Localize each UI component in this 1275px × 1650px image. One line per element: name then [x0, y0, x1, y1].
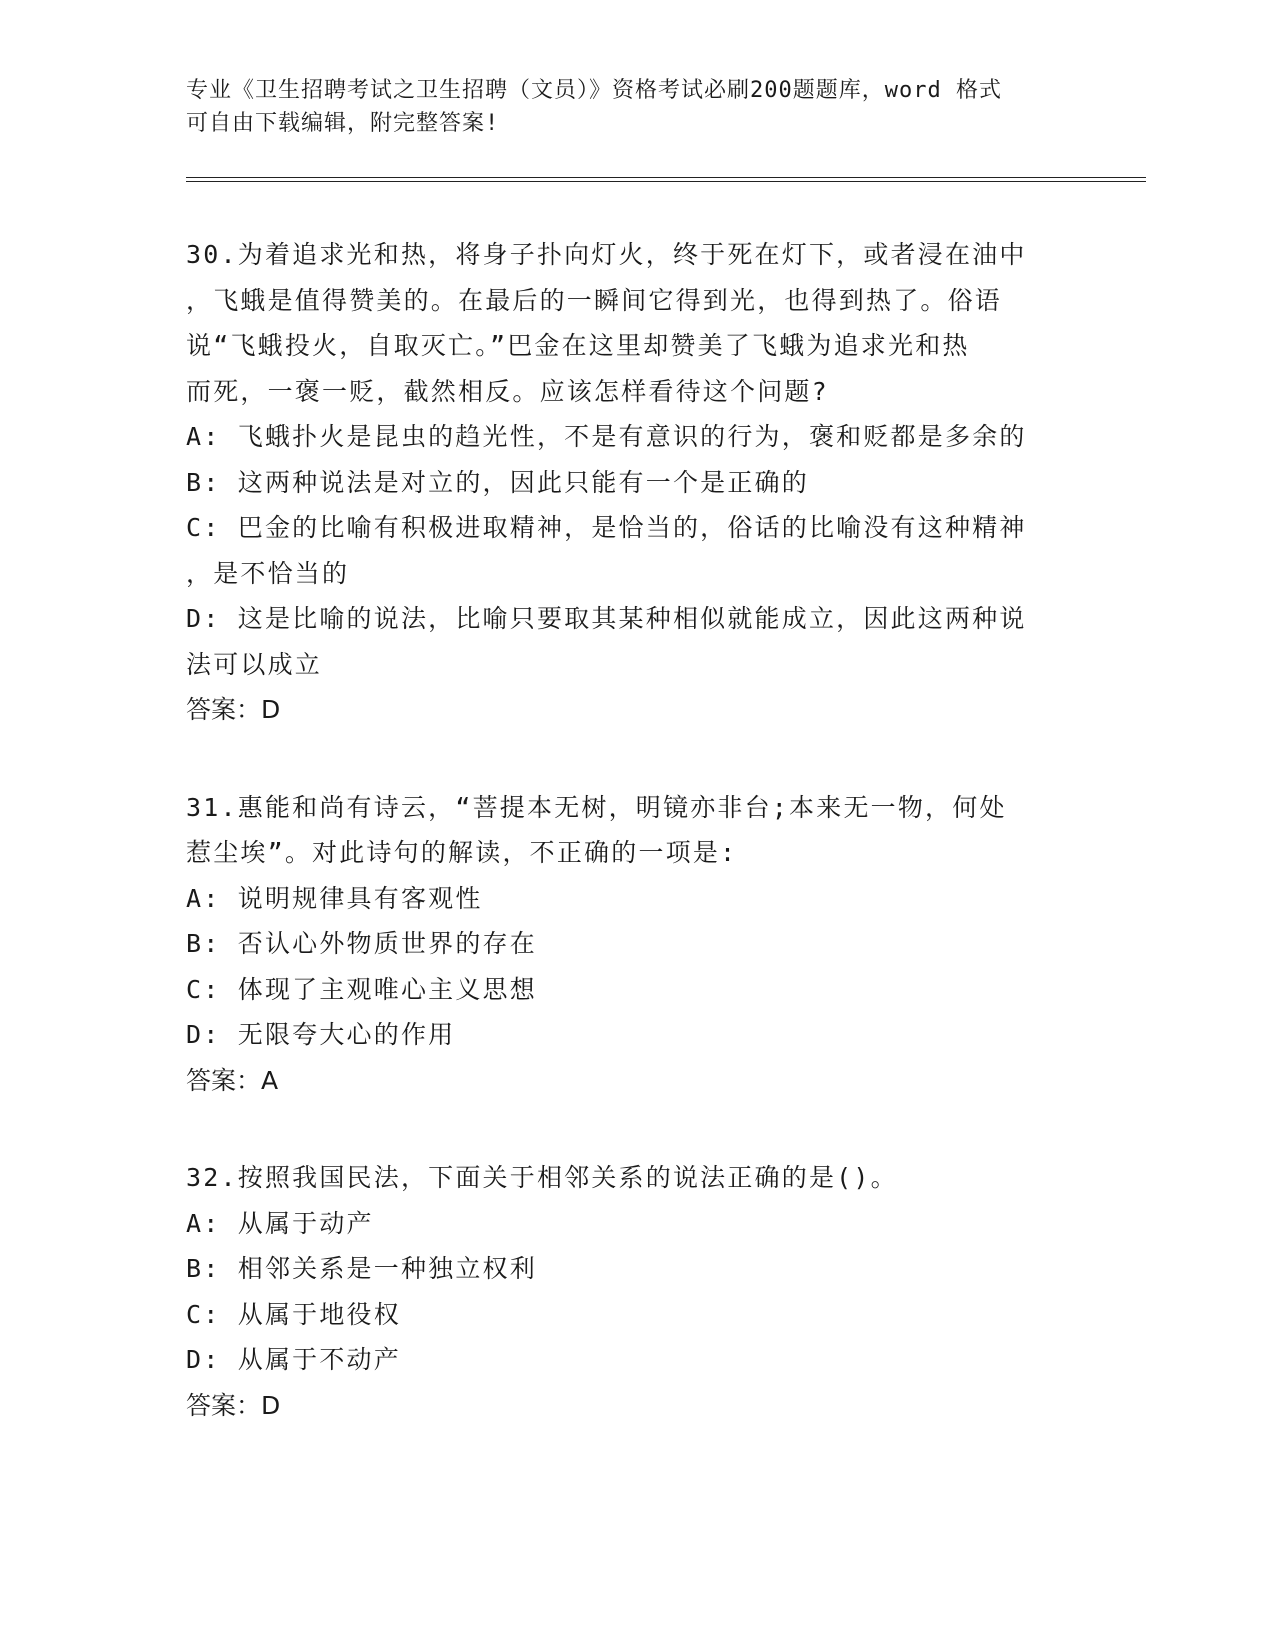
header-line: 可自由下载编辑，附完整答案!: [186, 111, 500, 136]
option-b: B: 相邻关系是一种独立权利: [186, 1254, 537, 1283]
question-stem-line: 说“飞蛾投火，自取灭亡。”巴金在这里却赞美了飞蛾为追求光和热: [186, 331, 970, 360]
option-a: A: 说明规律具有客观性: [186, 883, 483, 913]
question-list: [186, 232, 1076, 1480]
question-stem-line: ，飞蛾是值得赞美的。在最后的一瞬间它得到光，也得到热了。俗语: [186, 285, 1003, 315]
question-stem-line: 惹尘埃”。对此诗句的解读，不正确的一项是:: [186, 838, 738, 867]
page-header: [186, 74, 1066, 140]
question-stem-line: 30.为着追求光和热，将身子扑向灯火，终于死在灯下，或者浸在油中: [186, 240, 1027, 269]
answer-label: 答案：D: [186, 695, 281, 724]
option-d-continued: 法可以成立: [186, 649, 323, 679]
option-d: D: 从属于不动产: [186, 1345, 401, 1374]
option-c-continued: ，是不恰当的: [186, 558, 350, 588]
answer-label: 答案：D: [186, 1390, 281, 1420]
question-31: [186, 785, 1076, 1104]
question-30: [186, 232, 1076, 733]
option-c: C: 体现了主观唯心主义思想: [186, 974, 537, 1004]
question-stem-line: 而死，一褒一贬，截然相反。应该怎样看待这个问题?: [186, 376, 829, 406]
option-c: C: 从属于地役权: [186, 1299, 401, 1329]
question-stem-line: 31.惠能和尚有诗云，“菩提本无树，明镜亦非台;本来无一物，何处: [186, 792, 1007, 822]
option-d: D: 这是比喻的说法，比喻只要取其某种相似就能成立，因此这两种说: [186, 604, 1027, 633]
option-b: B: 这两种说法是对立的，因此只能有一个是正确的: [186, 467, 809, 497]
question-stem-line: 32.按照我国民法，下面关于相邻关系的说法正确的是()。: [186, 1163, 898, 1192]
option-a: A: 飞蛾扑火是昆虫的趋光性，不是有意识的行为，褒和贬都是多余的: [186, 422, 1027, 451]
question-32: [186, 1155, 1076, 1428]
option-a: A: 从属于动产: [186, 1208, 374, 1238]
option-b: B: 否认心外物质世界的存在: [186, 929, 537, 958]
answer-label: 答案：A: [186, 1065, 279, 1095]
header-divider: [186, 177, 1146, 182]
header-line: 专业《卫生招聘考试之卫生招聘（文员）》资格考试必刷200题题库，word 格式: [186, 78, 1002, 103]
option-c: C: 巴金的比喻有积极进取精神，是恰当的，俗话的比喻没有这种精神: [186, 513, 1027, 542]
option-d: D: 无限夸大心的作用: [186, 1020, 456, 1049]
